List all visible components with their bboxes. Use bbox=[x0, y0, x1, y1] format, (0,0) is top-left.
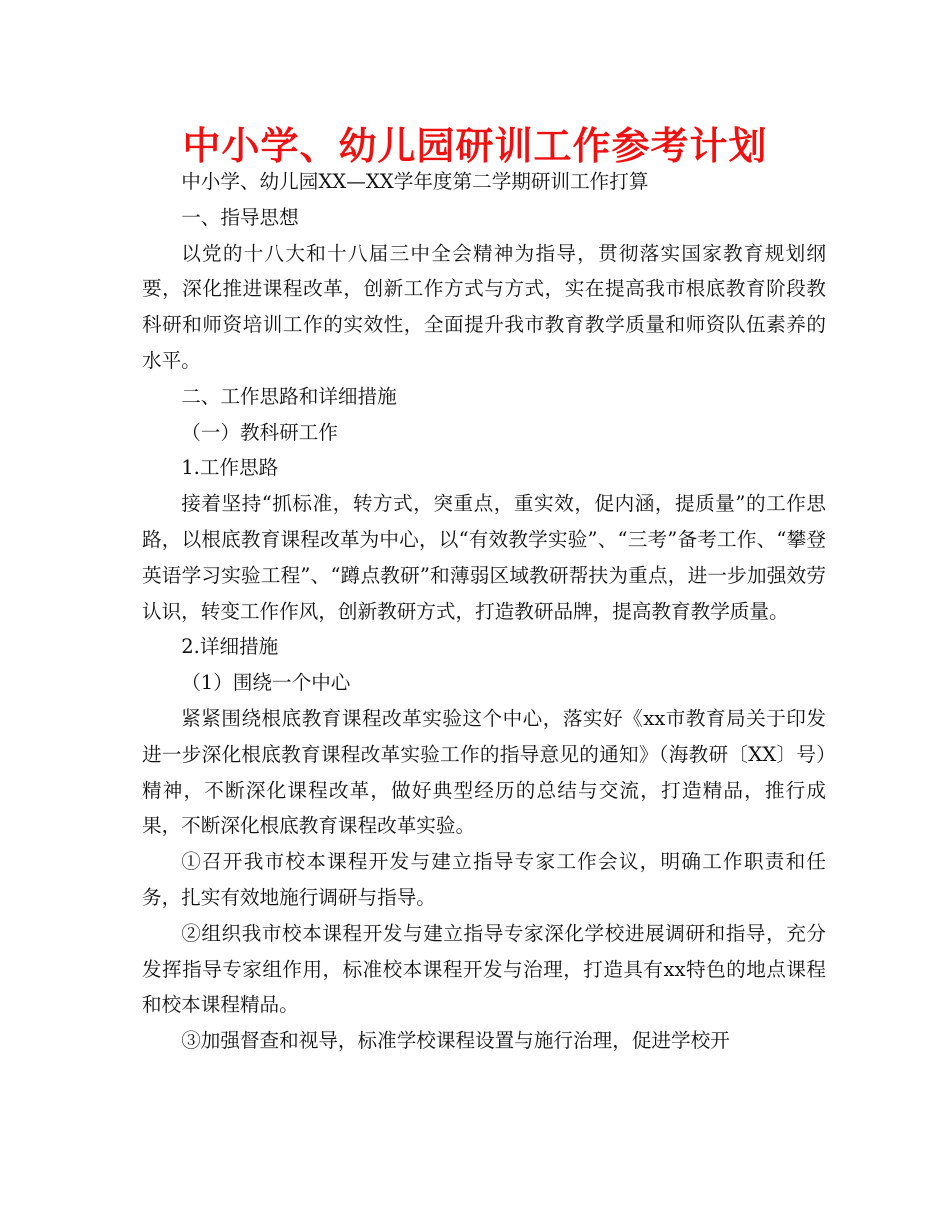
subitem-heading-center: （1）围绕一个中心 bbox=[181, 671, 351, 695]
document-body bbox=[142, 164, 826, 1059]
paragraph-center: 紧紧围绕根底教育课程改革实验这个中心，落实好《xx市教育局关于印发进一步深化根底教育课程改革实验工作的指导意见的通知》（海教研〔XX〕号）精神，不断深化课程改革，做好典型经历的总结与交流，打造精品，推行成果，不断深化根底教育课程改革实验。 bbox=[142, 706, 826, 838]
subsection-heading-research: （一）教科研工作 bbox=[181, 420, 338, 444]
section-heading-work-ideas: 二、工作思路和详细措施 bbox=[181, 384, 397, 408]
list-item-3: ③加强督查和视导，标准学校课程设置与施行治理，促进学校开 bbox=[181, 1029, 730, 1053]
paragraph-guiding-ideology: 以党的十八大和十八届三中全会精神为指导，贯彻落实国家教育规划纲要，深化推进课程改革，创新工作方式与方式，实在提高我市根底教育阶段教科研和师资培训工作的实效性，全面提升我市教育教学质量和师资队伍素养的水平。 bbox=[142, 241, 826, 372]
item-heading-work-ideas: 1.工作思路 bbox=[181, 456, 279, 480]
list-item-2: ②组织我市校本课程开发与建立指导专家深化学校进展调研和指导，充分发挥指导专家组作用，标准校本课程开发与治理，打造具有xx特色的地点课程和校本课程精品。 bbox=[142, 921, 826, 1017]
document-subtitle: 中小学、幼儿园XX—XX学年度第二学期研训工作打算 bbox=[181, 170, 649, 193]
section-heading-guiding-ideology: 一、指导思想 bbox=[181, 205, 299, 229]
item-heading-measures: 2.详细措施 bbox=[181, 635, 279, 659]
list-item-1: ①召开我市校本课程开发与建立指导专家工作会议，明确工作职责和任务，扎实有效地施行调研与指导。 bbox=[142, 850, 826, 909]
paragraph-work-ideas: 接着坚持“抓标准，转方式，突重点，重实效，促内涵，提质量”的工作思路，以根底教育课程改革为中心，以“有效教学实验”、“三考”备考工作、“攀登英语学习实验工程”、“蹲点教研”和薄弱区域教研帮扶为重点，进一步加强效劳认识，转变工作作风，创新教研方式，打造教研品牌，提高教育教学质量。 bbox=[142, 492, 826, 623]
document-title: 中小学、幼儿园研训工作参考计划 bbox=[182, 124, 768, 168]
